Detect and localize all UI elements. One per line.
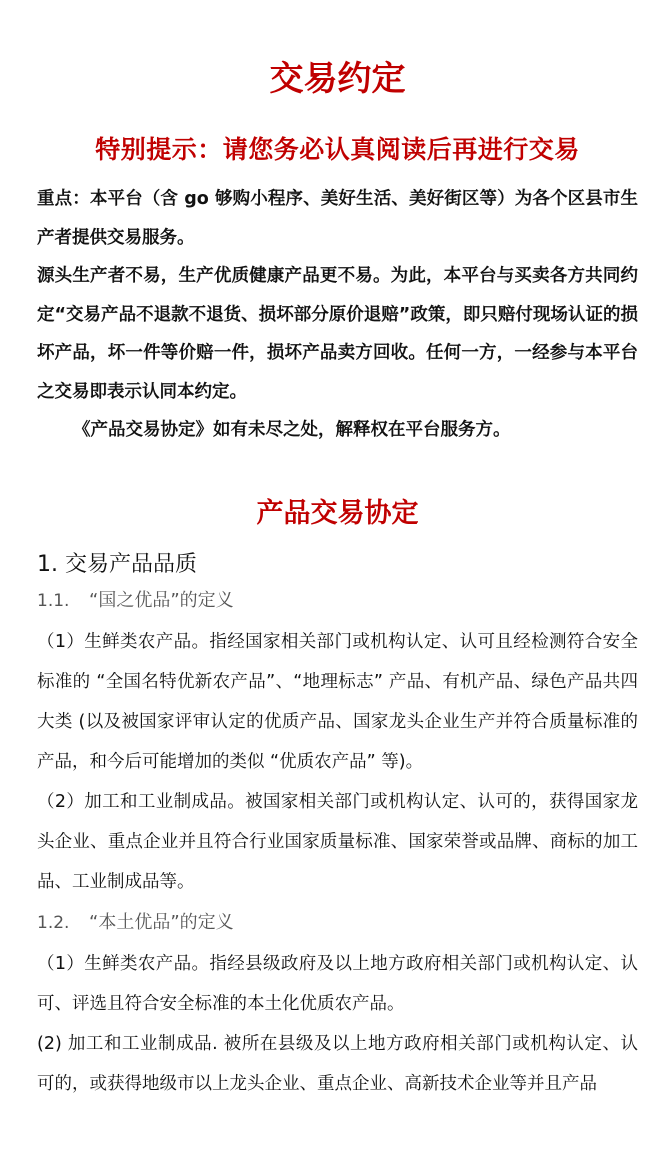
subsection-1-1-title: “国之优品”的定义 xyxy=(89,589,234,611)
subsection-1-2-heading xyxy=(37,910,638,936)
notice-block xyxy=(37,180,638,450)
notice-paragraph-1: 重点：本平台（含 go 够购小程序、美好生活、美好街区等）为各个区县市生产者提供交易服务。 xyxy=(37,189,638,248)
subsection-1-1-number: 1.1. xyxy=(37,590,70,611)
subsection-1-1-paragraph-1: （1）生鲜类农产品。指经国家相关部门或机构认定、认可且经检测符合安全标准的 “全国名特优新农产品”、“地理标志” 产品、有机产品、绿色产品共四大类 (以及被国家评审认定的优质产品、国家龙头企业生产并符合质量标准的产品，和今后可能增加的类似 “优质农产品” 等)。 xyxy=(37,631,638,772)
subsection-1-1-heading xyxy=(37,588,638,614)
subsection-1-2-number: 1.2. xyxy=(37,912,70,933)
subsection-1-2-paragraph-2: (2) 加工和工业制成品. 被所在县级及以上地方政府相关部门或机构认定、认可的，或获得地级市以上龙头企业、重点企业、高新技术企业等并且产品 xyxy=(37,1033,638,1094)
section-1-heading: 1. 交易产品品质 xyxy=(37,551,197,577)
page-title: 交易约定 xyxy=(269,59,406,99)
subsection-1-2-title: “本土优品”的定义 xyxy=(89,911,234,933)
subsection-1-1-paragraph-2: （2）加工和工业制成品。被国家相关部门或机构认定、认可的，获得国家龙头企业、重点企业并且符合行业国家质量标准、国家荣誉或品牌、商标的加工品、工业制成品等。 xyxy=(37,791,638,892)
notice-heading: 特别提示：请您务必认真阅读后再进行交易 xyxy=(95,135,580,164)
agreement-title: 产品交易协定 xyxy=(256,497,419,529)
notice-footer: 《产品交易协定》如有未尽之处，解释权在平台服务方。 xyxy=(73,420,511,440)
notice-paragraph-2: 源头生产者不易，生产优质健康产品更不易。为此，本平台与买卖各方共同约定“交易产品不退款不退货、损坏部分原价退赔”政策，即只赔付现场认证的损坏产品，坏一件等价赔一件，损坏产品卖方回收。任何一方，一经参与本平台之交易即表示认同本约定。 xyxy=(37,266,638,402)
subsection-1-2-paragraph-1: （1）生鲜类农产品。指经县级政府及以上地方政府相关部门或机构认定、认可、评选且符合安全标准的本土化优质农产品。 xyxy=(37,953,638,1014)
